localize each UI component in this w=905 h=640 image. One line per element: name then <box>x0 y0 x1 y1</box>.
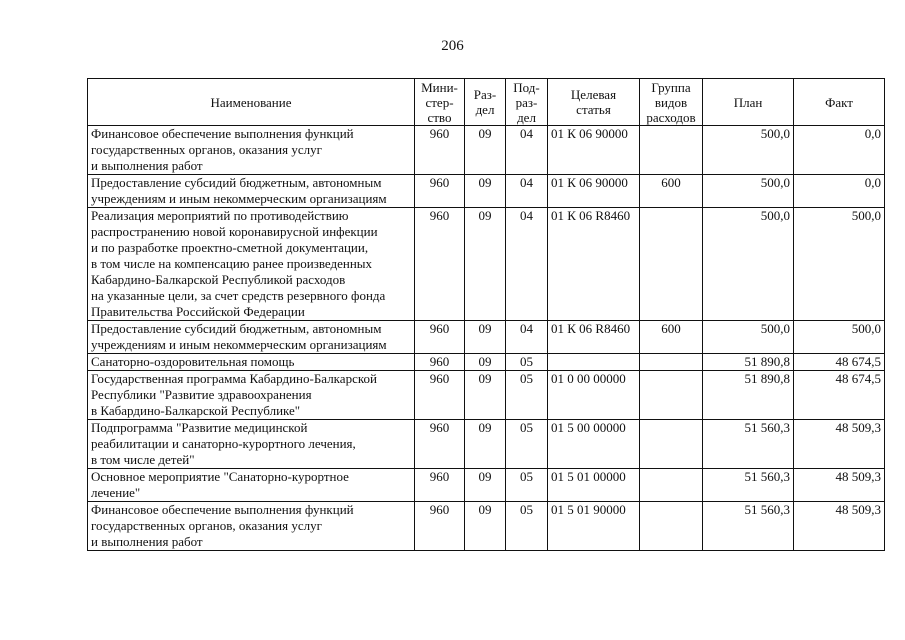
cell-ministry: 960 <box>415 371 465 420</box>
page-number: 206 <box>441 38 464 54</box>
header-target-article: Целевая статья <box>548 79 640 126</box>
table-row <box>88 354 885 371</box>
cell-name: Финансовое обеспечение выполнения функций государственных органов, оказания услуг и выполнения работ <box>88 502 415 551</box>
cell-subsection: 04 <box>506 208 548 321</box>
cell-fact: 0,0 <box>794 175 885 208</box>
cell-subsection: 05 <box>506 354 548 371</box>
cell-plan: 500,0 <box>703 126 794 175</box>
cell-target-article: 01 5 01 90000 <box>548 502 640 551</box>
cell-ministry: 960 <box>415 354 465 371</box>
cell-expense-group <box>640 469 703 502</box>
table-row <box>88 321 885 354</box>
cell-section: 09 <box>465 126 506 175</box>
cell-expense-group <box>640 126 703 175</box>
cell-target-article: 01 К 06 R8460 <box>548 321 640 354</box>
header-expense-group: Группа видов расходов <box>640 79 703 126</box>
cell-plan: 51 560,3 <box>703 420 794 469</box>
cell-name: Реализация мероприятий по противодействию распространению новой коронавирусной инфекции и по разработке проектно-сметной документации, в том числе на компенсацию ранее произведенных Кабардино-Балкарской Республикой расходов на указанные цели, за счет средств резервного фонда Правительства Российской Федерации <box>88 208 415 321</box>
cell-name: Санаторно-оздоровительная помощь <box>88 354 415 371</box>
budget-table <box>87 78 885 551</box>
cell-name: Основное мероприятие "Санаторно-курортное лечение" <box>88 469 415 502</box>
cell-ministry: 960 <box>415 208 465 321</box>
table-row <box>88 502 885 551</box>
cell-subsection: 05 <box>506 371 548 420</box>
table-row <box>88 469 885 502</box>
cell-fact: 48 674,5 <box>794 371 885 420</box>
cell-expense-group: 600 <box>640 175 703 208</box>
cell-target-article: 01 К 06 90000 <box>548 126 640 175</box>
cell-expense-group <box>640 354 703 371</box>
cell-ministry: 960 <box>415 126 465 175</box>
cell-target-article: 01 5 01 00000 <box>548 469 640 502</box>
cell-fact: 500,0 <box>794 321 885 354</box>
header-name: Наименование <box>88 79 415 126</box>
cell-subsection: 04 <box>506 126 548 175</box>
cell-plan: 51 560,3 <box>703 502 794 551</box>
cell-expense-group <box>640 502 703 551</box>
cell-name: Финансовое обеспечение выполнения функций государственных органов, оказания услуг и выполнения работ <box>88 126 415 175</box>
table-row <box>88 371 885 420</box>
cell-expense-group: 600 <box>640 321 703 354</box>
cell-section: 09 <box>465 371 506 420</box>
cell-fact: 0,0 <box>794 126 885 175</box>
cell-fact: 48 509,3 <box>794 502 885 551</box>
cell-section: 09 <box>465 321 506 354</box>
cell-section: 09 <box>465 175 506 208</box>
cell-ministry: 960 <box>415 321 465 354</box>
header-section: Раз- дел <box>465 79 506 126</box>
cell-plan: 500,0 <box>703 321 794 354</box>
cell-subsection: 05 <box>506 469 548 502</box>
header-row <box>88 79 885 126</box>
cell-target-article <box>548 354 640 371</box>
cell-expense-group <box>640 371 703 420</box>
cell-expense-group <box>640 208 703 321</box>
cell-section: 09 <box>465 354 506 371</box>
cell-name: Подпрограмма "Развитие медицинской реабилитации и санаторно-курортного лечения, в том числе детей" <box>88 420 415 469</box>
cell-target-article: 01 0 00 00000 <box>548 371 640 420</box>
cell-section: 09 <box>465 208 506 321</box>
cell-subsection: 05 <box>506 502 548 551</box>
cell-target-article: 01 К 06 R8460 <box>548 208 640 321</box>
cell-fact: 48 509,3 <box>794 469 885 502</box>
cell-plan: 500,0 <box>703 208 794 321</box>
cell-section: 09 <box>465 502 506 551</box>
table-row <box>88 175 885 208</box>
cell-fact: 48 509,3 <box>794 420 885 469</box>
cell-section: 09 <box>465 469 506 502</box>
cell-subsection: 04 <box>506 175 548 208</box>
header-ministry: Мини- стер- ство <box>415 79 465 126</box>
cell-target-article: 01 К 06 90000 <box>548 175 640 208</box>
cell-fact: 500,0 <box>794 208 885 321</box>
cell-section: 09 <box>465 420 506 469</box>
cell-plan: 51 890,8 <box>703 371 794 420</box>
cell-plan: 51 560,3 <box>703 469 794 502</box>
table-body <box>88 126 885 551</box>
header-plan: План <box>703 79 794 126</box>
table-row <box>88 126 885 175</box>
cell-plan: 500,0 <box>703 175 794 208</box>
cell-ministry: 960 <box>415 502 465 551</box>
header-subsection: Под- раз- дел <box>506 79 548 126</box>
cell-expense-group <box>640 420 703 469</box>
cell-name: Предоставление субсидий бюджетным, автономным учреждениям и иным некоммерческим организациям <box>88 321 415 354</box>
cell-subsection: 05 <box>506 420 548 469</box>
cell-name: Предоставление субсидий бюджетным, автономным учреждениям и иным некоммерческим организациям <box>88 175 415 208</box>
table-row <box>88 208 885 321</box>
cell-plan: 51 890,8 <box>703 354 794 371</box>
cell-fact: 48 674,5 <box>794 354 885 371</box>
cell-subsection: 04 <box>506 321 548 354</box>
table-row <box>88 420 885 469</box>
cell-ministry: 960 <box>415 175 465 208</box>
cell-ministry: 960 <box>415 469 465 502</box>
header-fact: Факт <box>794 79 885 126</box>
cell-name: Государственная программа Кабардино-Балкарской Республики "Развитие здравоохранения в Кабардино-Балкарской Республике" <box>88 371 415 420</box>
cell-ministry: 960 <box>415 420 465 469</box>
cell-target-article: 01 5 00 00000 <box>548 420 640 469</box>
